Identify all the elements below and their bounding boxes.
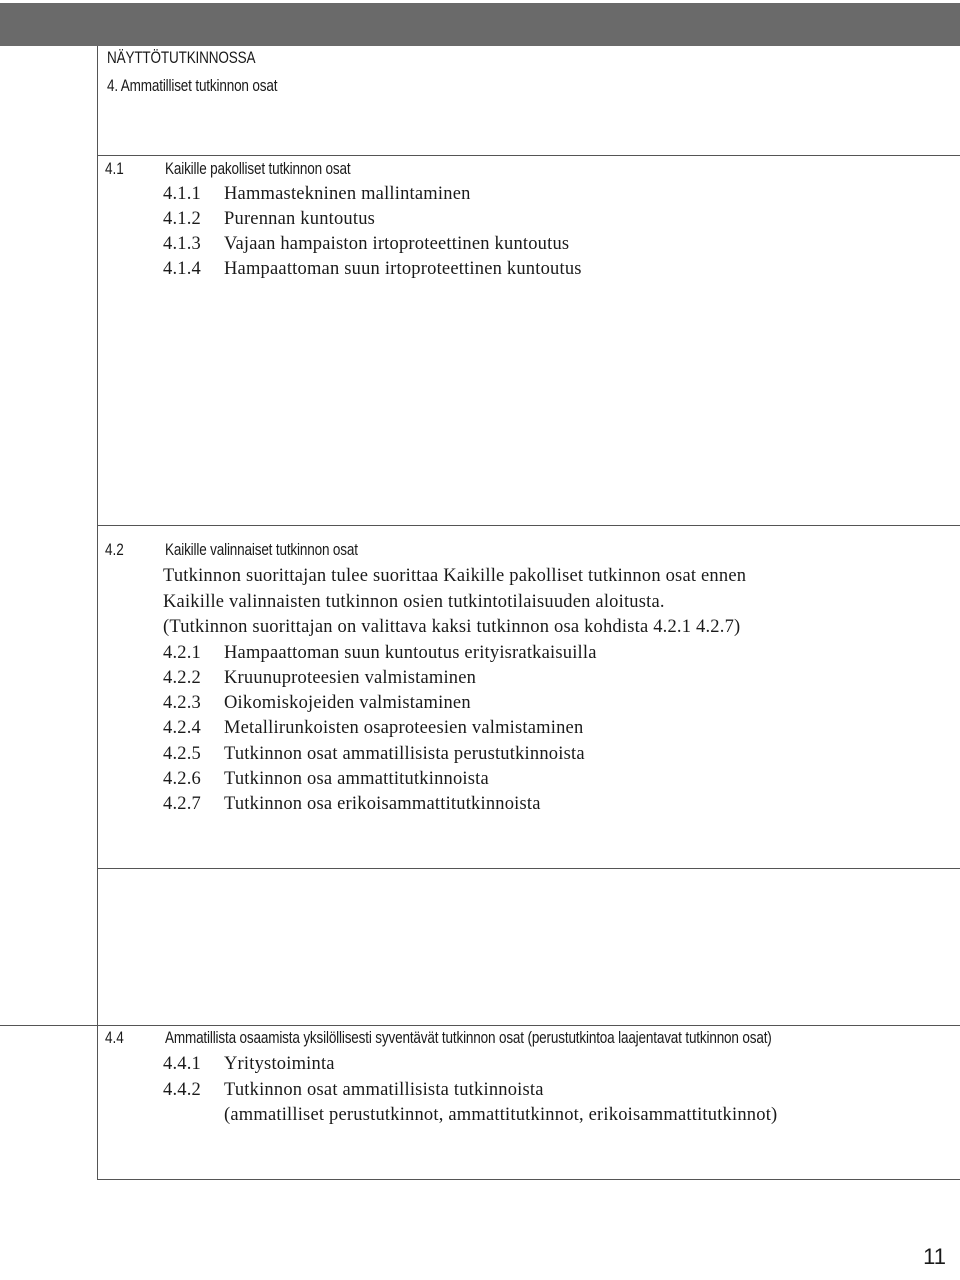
section-44-number: 4.4	[105, 1029, 124, 1047]
list-item: 4.4.1 Yritystoiminta	[163, 1054, 335, 1074]
list-item: 4.1.1 Hammastekninen mallintaminen	[163, 184, 471, 204]
list-item: 4.1.3 Vajaan hampaiston irtoproteettinen kuntoutus	[163, 234, 570, 254]
divider-1	[97, 155, 960, 156]
header-line-2: 4. Ammatilliset tutkinnon osat	[107, 77, 278, 95]
list-item: 4.2.1 Hampaattoman suun kuntoutus erityisratkaisuilla	[163, 643, 597, 663]
list-item: 4.2.3 Oikomiskojeiden valmistaminen	[163, 693, 471, 713]
section-41-number: 4.1	[105, 160, 124, 178]
section-42-title: Kaikille valinnaiset tutkinnon osat	[165, 541, 358, 559]
intro-line-1: Tutkinnon suorittajan tulee suorittaa Kaikille pakolliset tutkinnon osat ennen	[163, 566, 747, 586]
top-gray-band	[0, 0, 960, 46]
section-41-title: Kaikille pakolliset tutkinnon osat	[165, 160, 351, 178]
intro-line-2: Kaikille valinnaisten tutkinnon osien tutkintotilaisuuden aloitusta.	[163, 592, 665, 612]
section-42-number: 4.2	[105, 541, 124, 559]
list-item: 4.2.2 Kruunuproteesien valmistaminen	[163, 668, 477, 688]
list-item: 4.2.4 Metallirunkoisten osaproteesien valmistaminen	[163, 718, 584, 738]
section-44-title: Ammatillista osaamista yksilöllisesti syventävät tutkinnon osat (perustutkintoa laajentavat tutkinnon osat)	[165, 1029, 772, 1047]
divider-4	[0, 1025, 960, 1026]
list-item: 4.4.2 Tutkinnon osat ammatillisista tutkinnoista	[163, 1080, 544, 1100]
list-item: 4.2.5 Tutkinnon osat ammatillisista perustutkinnoista	[163, 744, 585, 764]
intro-line-3: (Tutkinnon suorittajan on valittava kaksi tutkinnon osa kohdista 4.2.1 4.2.7)	[163, 617, 741, 637]
page-number: 11	[923, 1244, 946, 1269]
list-item: 4.2.7 Tutkinnon osa erikoisammattitutkinnoista	[163, 794, 541, 814]
list-item: 4.1.4 Hampaattoman suun irtoproteettinen kuntoutus	[163, 259, 582, 279]
header-line-1: NÄYTTÖTUTKINNOSSA	[107, 49, 256, 67]
list-item: 4.1.2 Purennan kuntoutus	[163, 209, 376, 229]
divider-2	[97, 525, 960, 526]
list-item: 4.2.6 Tutkinnon osa ammattitutkinnoista	[163, 769, 489, 789]
divider-3	[97, 868, 960, 869]
continuation-line: (ammatilliset perustutkinnot, ammattitutkinnot, erikoisammattitutkinnot)	[224, 1105, 778, 1125]
